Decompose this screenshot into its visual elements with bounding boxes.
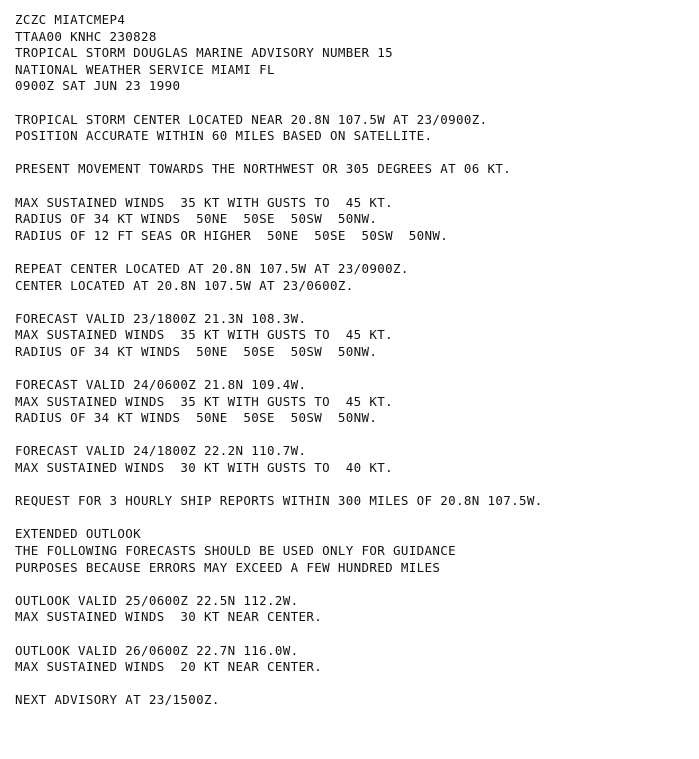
text-line: MAX SUSTAINED WINDS 35 KT WITH GUSTS TO 45 KT. [15,194,394,210]
text-line: RADIUS OF 34 KT WINDS 50NE 50SE 50SW 50NW. [15,343,378,359]
text-line: RADIUS OF 34 KT WINDS 50NE 50SE 50SW 50NW. [15,410,378,426]
winds-block [15,195,695,245]
next-advisory-block [15,692,695,709]
text-line: MAX SUSTAINED WINDS 30 KT NEAR CENTER. [15,609,323,625]
advisory-title: TROPICAL STORM DOUGLAS MARINE ADVISORY NUMBER 15 [15,45,394,61]
outlook-block-2 [15,643,695,676]
text-line: FORECAST VALID 24/0600Z 21.8N 109.4W. [15,377,307,393]
text-line: PURPOSES BECAUSE ERRORS MAY EXCEED A FEW HUNDRED MILES [15,559,441,575]
text-line: MAX SUSTAINED WINDS 35 KT WITH GUSTS TO 45 KT. [15,327,394,343]
forecast-block-3 [15,443,695,476]
center-location-block [15,112,695,145]
text-line: TROPICAL STORM CENTER LOCATED NEAR 20.8N 107.5W AT 23/0900Z. [15,111,488,127]
text-line: FORECAST VALID 23/1800Z 21.3N 108.3W. [15,310,307,326]
text-line: THE FOLLOWING FORECASTS SHOULD BE USED ONLY FOR GUIDANCE [15,543,457,558]
text-line: RADIUS OF 12 FT SEAS OR HIGHER 50NE 50SE 50SW 50NW. [15,227,449,243]
text-line: CENTER LOCATED AT 20.8N 107.5W AT 23/0600Z. [15,277,354,293]
ship-reports-request [15,493,695,510]
marine-advisory-text [15,12,695,726]
movement-block [15,161,695,178]
text-line: OUTLOOK VALID 25/0600Z 22.5N 112.2W. [15,592,299,608]
section-heading: EXTENDED OUTLOOK [15,526,142,542]
text-line: POSITION ACCURATE WITHIN 60 MILES BASED ON SATELLITE. [15,128,433,144]
text-line: PRESENT MOVEMENT TOWARDS THE NORTHWEST OR 305 DEGREES AT 06 KT. [15,161,512,177]
outlook-block-1 [15,593,695,626]
text-line: MAX SUSTAINED WINDS 35 KT WITH GUSTS TO 45 KT. [15,393,394,409]
text-line: REQUEST FOR 3 HOURLY SHIP REPORTS WITHIN 300 MILES OF 20.8N 107.5W. [15,493,543,509]
issue-time: 0900Z SAT JUN 23 1990 [15,78,181,94]
text-line: RADIUS OF 34 KT WINDS 50NE 50SE 50SW 50NW. [15,211,378,227]
wmo-header: TTAA00 KNHC 230828 [15,28,157,44]
forecast-block-2 [15,377,695,427]
header-block [15,12,695,95]
text-line: FORECAST VALID 24/1800Z 22.2N 110.7W. [15,443,307,459]
next-advisory-time: NEXT ADVISORY AT 23/1500Z. [15,692,220,708]
extended-outlook-block [15,526,695,576]
text-line: REPEAT CENTER LOCATED AT 20.8N 107.5W AT 23/0900Z. [15,260,409,276]
text-line: MAX SUSTAINED WINDS 30 KT WITH GUSTS TO 40 KT. [15,460,394,476]
transmission-header: ZCZC MIATCMEP4 [15,12,126,27]
forecast-block-1 [15,311,695,361]
issuing-office: NATIONAL WEATHER SERVICE MIAMI FL [15,61,275,77]
text-line: MAX SUSTAINED WINDS 20 KT NEAR CENTER. [15,659,323,675]
repeat-center-block [15,261,695,294]
text-line: OUTLOOK VALID 26/0600Z 22.7N 116.0W. [15,642,299,658]
